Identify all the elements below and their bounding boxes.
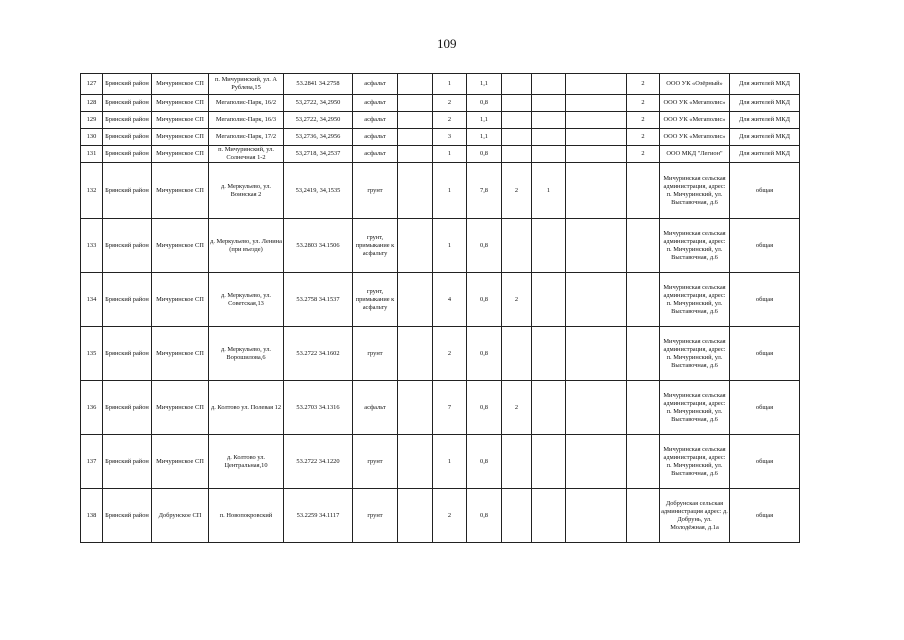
owner-cell: ООО УК «Озёрный» [660, 74, 730, 95]
col7-cell [398, 74, 433, 95]
purpose-cell: Для жителей МКД [730, 112, 800, 129]
purpose-cell: общая [730, 219, 800, 273]
coords-cell: 53,2736, 34,2956 [284, 129, 353, 146]
count-cell: 1 [433, 146, 467, 163]
owner-cell: Добрунская сельская администрация адрес: д. Добрунь, ул. Молодёжная, д.1а [660, 489, 730, 543]
surface-cell: грунт [353, 327, 398, 381]
surface-cell: грунт [353, 489, 398, 543]
col7-cell [398, 489, 433, 543]
settlement-cell: Мичуринское СП [152, 129, 209, 146]
col7-cell [398, 163, 433, 219]
owner-cell: Мичуринская сельская администрация, адрес: п. Мичуринский, ул. Выставочная, д.6 [660, 327, 730, 381]
col10-cell [502, 435, 532, 489]
col11-cell [532, 146, 566, 163]
owner-cell: ООО МКД "Легион" [660, 146, 730, 163]
row-number: 134 [81, 273, 103, 327]
settlement-cell: Мичуринское СП [152, 381, 209, 435]
col11-cell [532, 95, 566, 112]
size-cell: 0,8 [467, 381, 502, 435]
owner-cell: Мичуринская сельская администрация, адрес: п. Мичуринский, ул. Выставочная, д.6 [660, 219, 730, 273]
col13-cell: 2 [627, 112, 660, 129]
settlement-cell: Мичуринское СП [152, 435, 209, 489]
address-cell: Мегаполис-Парк, 17/2 [209, 129, 284, 146]
purpose-cell: общая [730, 273, 800, 327]
district-cell: Брянский район [103, 112, 152, 129]
address-cell: д. Меркульево, ул. Ворошилова,6 [209, 327, 284, 381]
address-cell: д. Колтово ул. Полевая 12 [209, 381, 284, 435]
district-cell: Брянский район [103, 489, 152, 543]
coords-cell: 53,2722, 34,2950 [284, 112, 353, 129]
col12-cell [566, 146, 627, 163]
col7-cell [398, 129, 433, 146]
count-cell: 4 [433, 273, 467, 327]
col11-cell [532, 219, 566, 273]
col13-cell: 2 [627, 129, 660, 146]
table-row [81, 129, 800, 146]
col11-cell [532, 273, 566, 327]
col13-cell [627, 489, 660, 543]
settlement-cell: Мичуринское СП [152, 219, 209, 273]
col7-cell [398, 381, 433, 435]
row-number: 128 [81, 95, 103, 112]
coords-cell: 53,2722, 34,2950 [284, 95, 353, 112]
settlement-cell: Мичуринское СП [152, 163, 209, 219]
col13-cell: 2 [627, 146, 660, 163]
count-cell: 2 [433, 95, 467, 112]
count-cell: 1 [433, 219, 467, 273]
address-cell: п. Новопокровский [209, 489, 284, 543]
district-cell: Брянский район [103, 146, 152, 163]
count-cell: 1 [433, 435, 467, 489]
col13-cell: 2 [627, 74, 660, 95]
count-cell: 2 [433, 112, 467, 129]
coords-cell: 53.2703 34.1316 [284, 381, 353, 435]
surface-cell: асфальт [353, 95, 398, 112]
address-cell: Мегаполис-Парк, 16/3 [209, 112, 284, 129]
coords-cell: 53.2722 34.1220 [284, 435, 353, 489]
col7-cell [398, 146, 433, 163]
table-row [81, 95, 800, 112]
row-number: 127 [81, 74, 103, 95]
col7-cell [398, 95, 433, 112]
col7-cell [398, 112, 433, 129]
count-cell: 3 [433, 129, 467, 146]
size-cell: 0,8 [467, 273, 502, 327]
col7-cell [398, 327, 433, 381]
col7-cell [398, 219, 433, 273]
col13-cell: 2 [627, 95, 660, 112]
surface-cell: грунт [353, 435, 398, 489]
row-number: 129 [81, 112, 103, 129]
table-row [81, 112, 800, 129]
count-cell: 2 [433, 489, 467, 543]
surface-cell: асфальт [353, 112, 398, 129]
row-number: 132 [81, 163, 103, 219]
row-number: 130 [81, 129, 103, 146]
row-number: 135 [81, 327, 103, 381]
row-number: 131 [81, 146, 103, 163]
col12-cell [566, 95, 627, 112]
table-row [81, 219, 800, 273]
col11-cell [532, 74, 566, 95]
coords-cell: 53.2841 34.2758 [284, 74, 353, 95]
col12-cell [566, 273, 627, 327]
table-row [81, 381, 800, 435]
col13-cell [627, 163, 660, 219]
table-row [81, 327, 800, 381]
col12-cell [566, 129, 627, 146]
col10-cell [502, 489, 532, 543]
district-cell: Брянский район [103, 435, 152, 489]
settlement-cell: Добрунское СП [152, 489, 209, 543]
purpose-cell: общая [730, 163, 800, 219]
table-row [81, 74, 800, 95]
col10-cell [502, 129, 532, 146]
settlement-cell: Мичуринское СП [152, 273, 209, 327]
owner-cell: Мичуринская сельская администрация, адрес: п. Мичуринский, ул. Выставочная, д.6 [660, 273, 730, 327]
purpose-cell: общая [730, 381, 800, 435]
surface-cell: грунт, примыкание к асфальту [353, 273, 398, 327]
col11-cell: 1 [532, 163, 566, 219]
settlement-cell: Мичуринское СП [152, 74, 209, 95]
owner-cell: ООО УК «Мегаполис» [660, 95, 730, 112]
size-cell: 7,8 [467, 163, 502, 219]
col12-cell [566, 435, 627, 489]
col13-cell [627, 381, 660, 435]
coords-cell: 53,2718, 34,2537 [284, 146, 353, 163]
settlement-cell: Мичуринское СП [152, 95, 209, 112]
size-cell: 1,1 [467, 112, 502, 129]
owner-cell: Мичуринская сельская администрация, адрес: п. Мичуринский, ул. Выставочная, д.6 [660, 381, 730, 435]
district-cell: Брянский район [103, 163, 152, 219]
page-number: 109 [437, 36, 457, 51]
owner-cell: ООО УК «Мегаполис» [660, 129, 730, 146]
owner-cell: Мичуринская сельская администрация, адрес: п. Мичуринский, ул. Выставочная, д.6 [660, 163, 730, 219]
district-cell: Брянский район [103, 327, 152, 381]
coords-cell: 53.2803 34.1506 [284, 219, 353, 273]
col12-cell [566, 219, 627, 273]
table-row [81, 146, 800, 163]
col12-cell [566, 112, 627, 129]
owner-cell: ООО УК «Мегаполис» [660, 112, 730, 129]
purpose-cell: Для жителей МКД [730, 95, 800, 112]
col7-cell [398, 435, 433, 489]
settlement-cell: Мичуринское СП [152, 112, 209, 129]
purpose-cell: Для жителей МКД [730, 74, 800, 95]
address-cell: д. Колтово ул. Центральная,10 [209, 435, 284, 489]
settlement-cell: Мичуринское СП [152, 146, 209, 163]
col7-cell [398, 273, 433, 327]
size-cell: 0,8 [467, 327, 502, 381]
count-cell: 1 [433, 163, 467, 219]
col10-cell [502, 219, 532, 273]
col10-cell: 2 [502, 381, 532, 435]
table-row [81, 273, 800, 327]
col13-cell [627, 327, 660, 381]
col10-cell [502, 327, 532, 381]
col13-cell [627, 435, 660, 489]
settlement-cell: Мичуринское СП [152, 327, 209, 381]
count-cell: 7 [433, 381, 467, 435]
district-cell: Брянский район [103, 95, 152, 112]
table-row [81, 489, 800, 543]
coords-cell: 53.2722 34.1602 [284, 327, 353, 381]
coords-cell: 53.2758 34.1537 [284, 273, 353, 327]
purpose-cell: общая [730, 489, 800, 543]
coords-cell: 53.2259 34.1117 [284, 489, 353, 543]
register-table [80, 73, 800, 543]
col11-cell [532, 112, 566, 129]
count-cell: 1 [433, 74, 467, 95]
surface-cell: асфальт [353, 74, 398, 95]
col13-cell [627, 219, 660, 273]
district-cell: Брянский район [103, 219, 152, 273]
surface-cell: грунт [353, 163, 398, 219]
owner-cell: Мичуринская сельская администрация, адрес: п. Мичуринский, ул. Выставочная, д.6 [660, 435, 730, 489]
count-cell: 2 [433, 327, 467, 381]
coords-cell: 53,2419, 34,1535 [284, 163, 353, 219]
purpose-cell: общая [730, 327, 800, 381]
col12-cell [566, 74, 627, 95]
row-number: 136 [81, 381, 103, 435]
size-cell: 1,1 [467, 129, 502, 146]
size-cell: 0,8 [467, 95, 502, 112]
row-number: 138 [81, 489, 103, 543]
col12-cell [566, 327, 627, 381]
col11-cell [532, 489, 566, 543]
col11-cell [532, 381, 566, 435]
surface-cell: асфальт [353, 381, 398, 435]
district-cell: Брянский район [103, 273, 152, 327]
district-cell: Брянский район [103, 381, 152, 435]
col10-cell [502, 95, 532, 112]
size-cell: 0,8 [467, 489, 502, 543]
col10-cell [502, 74, 532, 95]
col12-cell [566, 163, 627, 219]
col10-cell: 2 [502, 273, 532, 327]
purpose-cell: общая [730, 435, 800, 489]
address-cell: Мегаполис-Парк, 16/2 [209, 95, 284, 112]
size-cell: 0,8 [467, 219, 502, 273]
size-cell: 1,1 [467, 74, 502, 95]
surface-cell: асфальт [353, 129, 398, 146]
address-cell: д. Меркульево, ул. Советская,13 [209, 273, 284, 327]
col12-cell [566, 381, 627, 435]
row-number: 133 [81, 219, 103, 273]
address-cell: д. Меркульево, ул. Ленина (при въезде) [209, 219, 284, 273]
table-row [81, 163, 800, 219]
surface-cell: грунт, примыкание к асфальту [353, 219, 398, 273]
col10-cell [502, 112, 532, 129]
purpose-cell: Для жителей МКД [730, 129, 800, 146]
size-cell: 0,8 [467, 146, 502, 163]
col11-cell [532, 327, 566, 381]
size-cell: 0,8 [467, 435, 502, 489]
district-cell: Брянский район [103, 129, 152, 146]
col10-cell [502, 146, 532, 163]
col11-cell [532, 129, 566, 146]
col10-cell: 2 [502, 163, 532, 219]
district-cell: Брянский район [103, 74, 152, 95]
row-number: 137 [81, 435, 103, 489]
address-cell: д. Меркульево, ул. Воинская 2 [209, 163, 284, 219]
address-cell: п. Мичуринский, ул. Солнечная 1-2 [209, 146, 284, 163]
surface-cell: асфальт [353, 146, 398, 163]
col13-cell [627, 273, 660, 327]
col12-cell [566, 489, 627, 543]
address-cell: п. Мичуринский, ул. А Рублева,15 [209, 74, 284, 95]
table-row [81, 435, 800, 489]
col11-cell [532, 435, 566, 489]
purpose-cell: Для жителей МКД [730, 146, 800, 163]
